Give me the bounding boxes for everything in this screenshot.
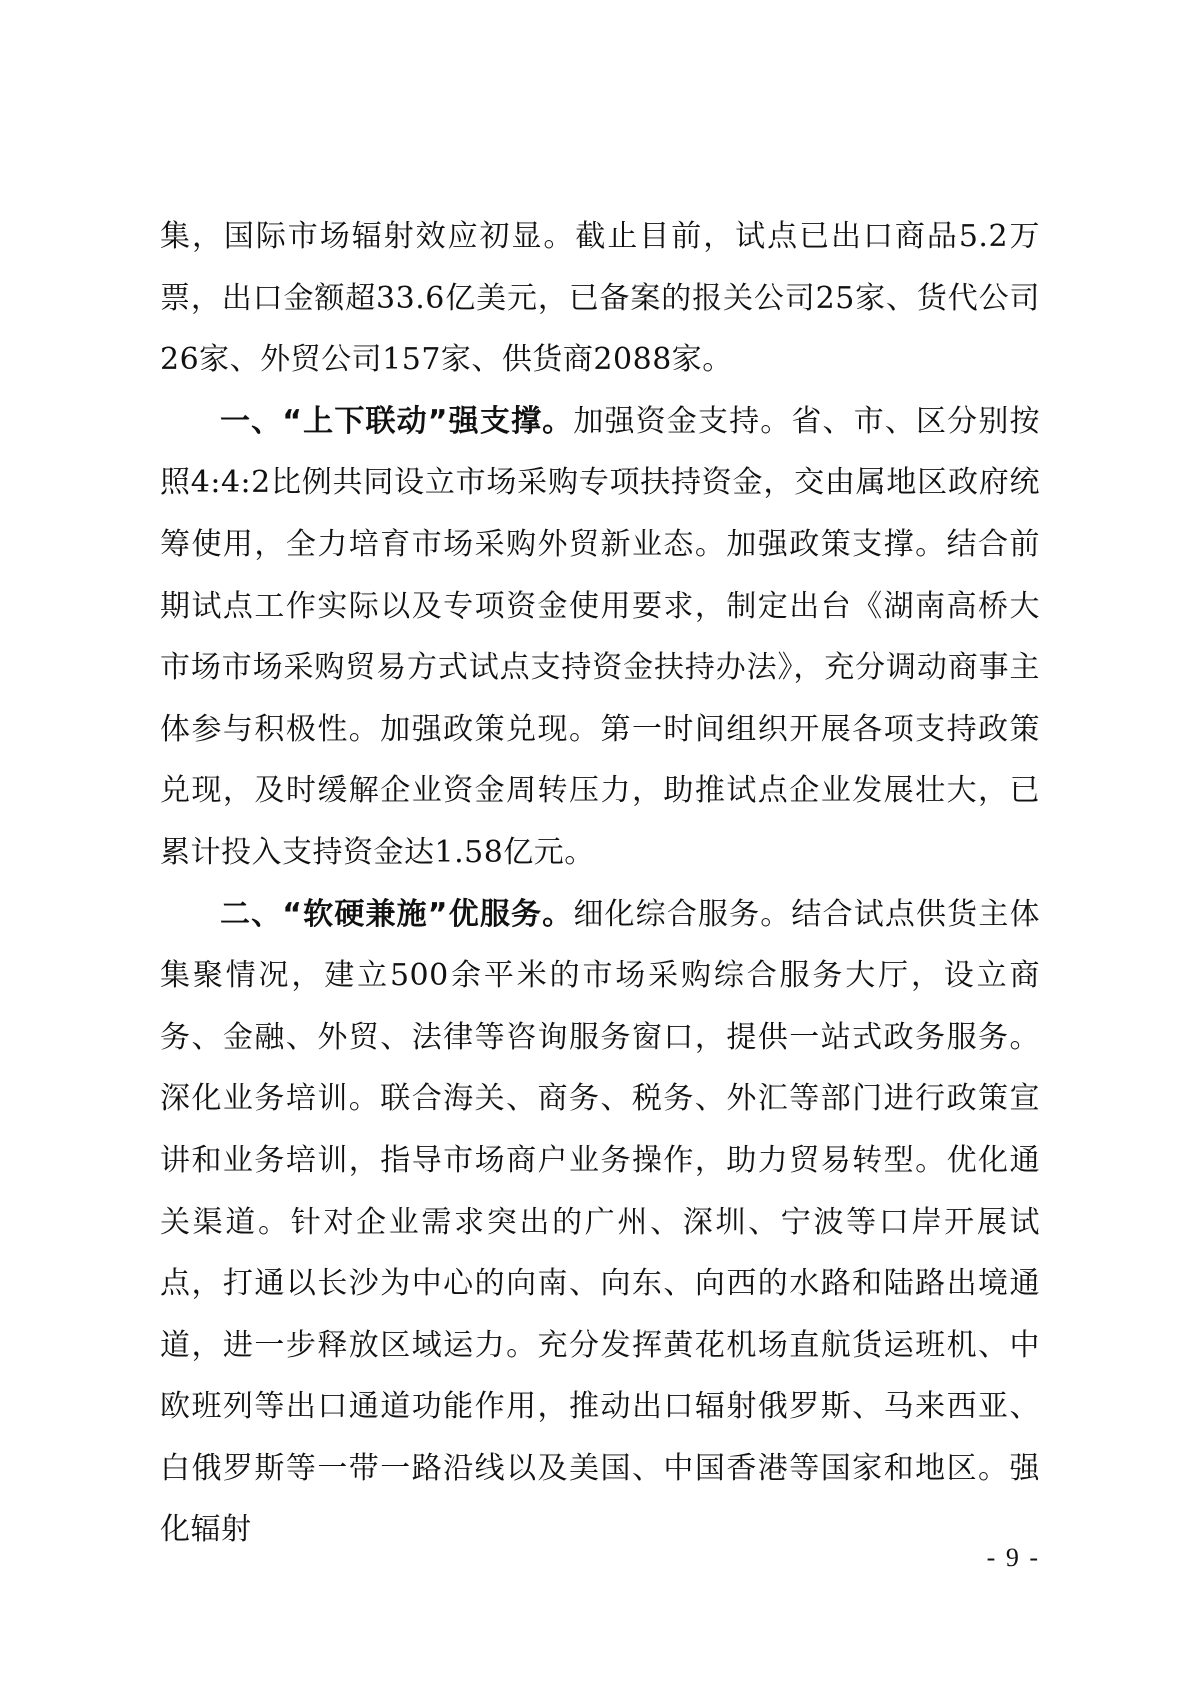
page-number: - 9 - — [986, 1543, 1040, 1572]
paragraph-text: 集，国际市场辐射效应初显。截止目前，试点已出口商品5.2万票，出口金额超33.6亿美元，已备案的报关公司25家、货代公司26家、外贸公司157家、供货商2088家。 — [160, 219, 1040, 378]
body-text — [160, 206, 1040, 1561]
section-heading: 二、“软硬兼施”优服务。 — [220, 896, 574, 932]
paragraph-text: 细化综合服务。结合试点供货主体集聚情况，建立500余平米的市场采购综合服务大厅，设立商务、金融、外贸、法律等咨询服务窗口，提供一站式政务服务。深化业务培训。联合海关、商务、税务、外汇等部门进行政策宣讲和业务培训，指导市场商户业务操作，助力贸易转型。优化通关渠道。针对企业需求突出的广州、深圳、宁波等口岸开展试点，打通以长沙为中心的向南、向东、向西的水路和陆路出境通道，进一步释放区域运力。充分发挥黄花机场直航货运班机、中欧班列等出口通道功能作用，推动出口辐射俄罗斯、马来西亚、白俄罗斯等一带一路沿线以及美国、中国香港等国家和地区。强化辐射 — [160, 896, 1040, 1548]
paragraph-text: 加强资金支持。省、市、区分别按照4:4:2比例共同设立市场采购专项扶持资金，交由属地区政府统筹使用，全力培育市场采购外贸新业态。加强政策支撑。结合前期试点工作实际以及专项资金使用要求，制定出台《湖南高桥大市场市场采购贸易方式试点支持资金扶持办法》，充分调动商事主体参与积极性。加强政策兑现。第一时间组织开展各项支持政策兑现，及时缓解企业资金周转压力，助推试点企业发展壮大，已累计投入支持资金达1.58亿元。 — [160, 403, 1040, 870]
paragraph-continuation — [160, 206, 1040, 391]
paragraph-section-one — [160, 391, 1040, 884]
section-heading: 一、“上下联动”强支撑。 — [220, 403, 574, 439]
paragraph-section-two — [160, 884, 1040, 1562]
